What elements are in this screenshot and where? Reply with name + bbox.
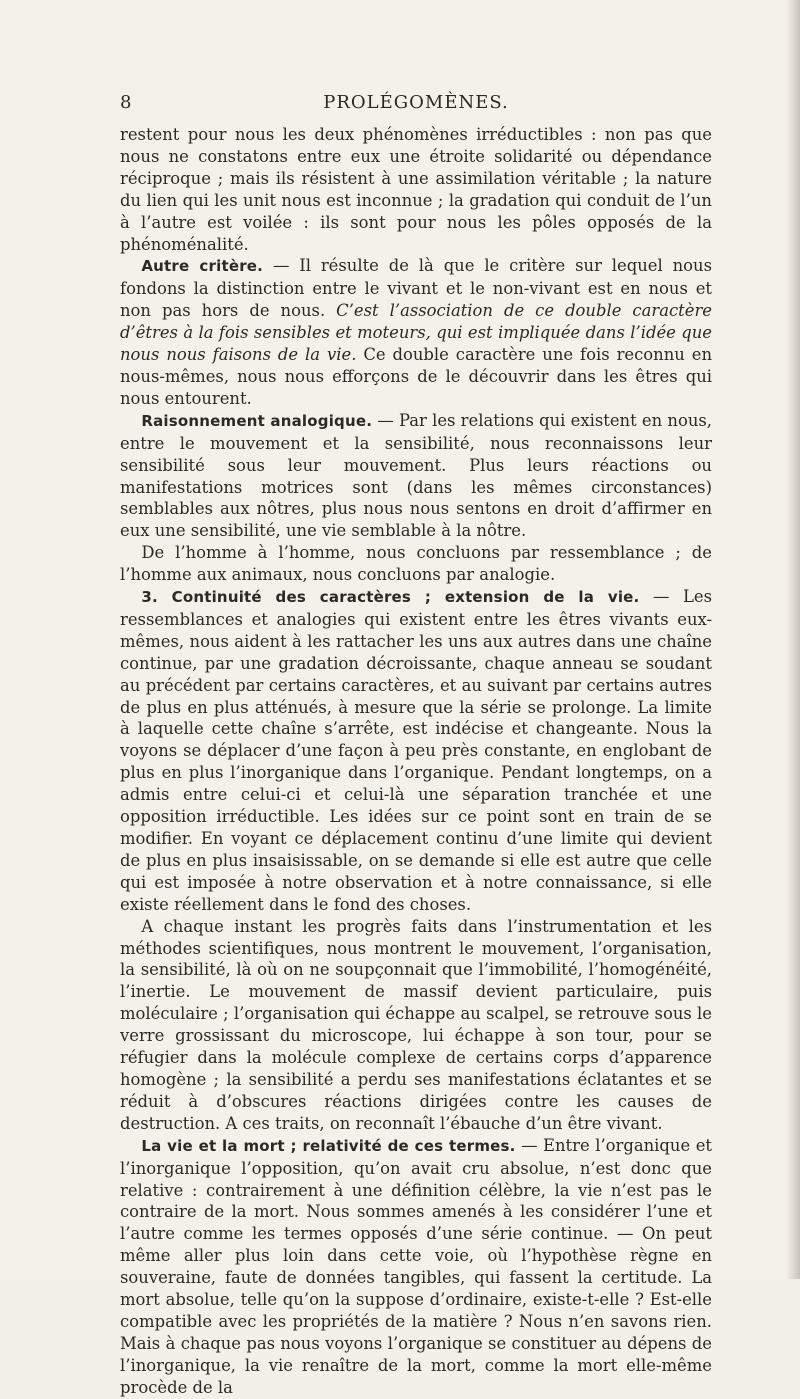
paragraph-5	[120, 586, 712, 916]
paragraph-2	[120, 255, 712, 409]
paragraph-4-text: De l’homme à l’homme, nous concluons par ressemblance ; de l’homme aux animaux, nous concluons par analogie.	[120, 543, 712, 585]
page-number: 8	[120, 92, 133, 113]
paragraph-2-italic: C’est l’association de ce double caractère d’êtres à la fois sensibles et moteurs, qui est impliquée dans l’idée que nous nous faisons de la vie.	[120, 301, 712, 365]
running-head	[120, 92, 712, 118]
section-heading-continuite: 3. Continuité des caractères ; extension de la vie.	[141, 588, 640, 607]
page-edge-shadow	[786, 0, 800, 1279]
paragraph-6-text: A chaque instant les progrès faits dans l’instrumentation et les méthodes scientifiques, nous montrent le mouvement, l’organisation, la sensibilité, là où on ne soupçonnait que l’immobilité, l’homogénéité, l’inertie. Le mouvement de massif devient particulaire, puis moléculaire ; l’organisation qui échappe au scalpel, se retrouve sous le verre grossissant du microscope, lui échappe à son tour, pour se réfugier dans la molécule complexe de certains corps d’apparence homogène ; la sensibilité a perdu ses manifestations éclatantes et se réduit à d’obscures réactions dirigées contre les causes de destruction. A ces traits, on reconnaît l’ébauche d’un être vivant.	[120, 916, 712, 1133]
paragraph-3	[120, 410, 712, 542]
paragraph-5-text: — Les ressemblances et analogies qui existent entre les êtres vivants eux-mêmes, nous aident à les rattacher les uns aux autres dans une chaîne continue, par une gradation décroissante, chaque anneau se soudant au précédent par certains caractères, et au suivant par certains autres de plus en plus atténués, à mesure que la série se prolonge. La limite à laquelle cette chaîne s’arrête, est indécise et changeante. Nous la voyons se déplacer d’une façon à peu près constante, en englobant de plus en plus l’inorganique dans l’organique. Pendant longtemps, on a admis entre celui-ci et celui-là une séparation tranchée et une opposition irréductible. Les idées sur ce point sont en train de se modifier. En voyant ce déplacement continu d’une limite qui devient de plus en plus insaisissable, on se demande si elle est autre que celle qui est imposée à notre observation et à notre connaissance, si elle existe réellement dans le fond des choses.	[120, 587, 712, 914]
body-text	[120, 124, 712, 1399]
section-heading-autre-critere: Autre critère.	[141, 257, 264, 276]
section-heading-raisonnement: Raisonnement analogique.	[141, 411, 373, 430]
paragraph-7-text: — Entre l’organique et l’inorganique l’opposition, qu’on avait cru absolue, n’est donc que relative : contrairement à une définition célèbre, la vie n’est pas le contraire de la mort. Nous sommes amenés à les considérer l’une et l’autre comme les termes opposés d’une série continue. — On peut même aller plus loin dans cette voie, où l’hypothèse règne en souveraine, faute de données tangibles, qui fassent la certitude. La mort absolue, telle qu’on la suppose d’ordinaire, existe-t-elle ? Est-elle compatible avec les propriétés de la matière ? Nous n’en savons rien. Mais à chaque pas nous voyons l’organique se constituer au dépens de l’inorganique, la vie renaître de la mort, comme la mort elle-même procède de la	[120, 1135, 712, 1397]
paragraph-2-text-b: Ce double caractère une fois reconnu en nous-mêmes, nous nous efforçons de le découvrir dans les êtres qui nous entourent.	[120, 345, 713, 408]
paragraph-1-text: restent pour nous les deux phénomènes irréductibles : non pas que nous ne constatons entre eux une étroite solidarité ou dépendance réciproque ; mais ils résistent à une assimilation véritable ; la nature du lien qui les unit nous est inconnue ; la gradation qui conduit de l’un à l’autre est voilée : ils sont pour nous les pôles opposés de la phénoménalité.	[120, 125, 712, 254]
paragraph-1	[120, 124, 712, 255]
running-title: PROLÉGOMÈNES.	[323, 92, 509, 113]
paragraph-3-text: — Par les relations qui existent en nous, entre le mouvement et la sensibilité, nous reconnaissons leur sensibilité sous leur mouvement. Plus leurs réactions ou manifestations motrices sont (dans les mêmes circonstances) semblables aux nôtres, plus nous nous sentons en droit d’affirmer en eux une sensibilité, une vie semblable à la nôtre.	[120, 410, 712, 541]
paragraph-2-text-a: — Il résulte de là que le critère sur lequel nous fondons la distinction entre le vivant et le non-vivant est en nous et non pas hors de nous.	[120, 256, 712, 321]
paragraph-7	[120, 1135, 712, 1399]
paragraph-4	[120, 542, 712, 586]
paragraph-6	[120, 916, 712, 1135]
section-heading-vie-mort: La vie et la mort ; relativité de ces termes.	[141, 1136, 516, 1155]
